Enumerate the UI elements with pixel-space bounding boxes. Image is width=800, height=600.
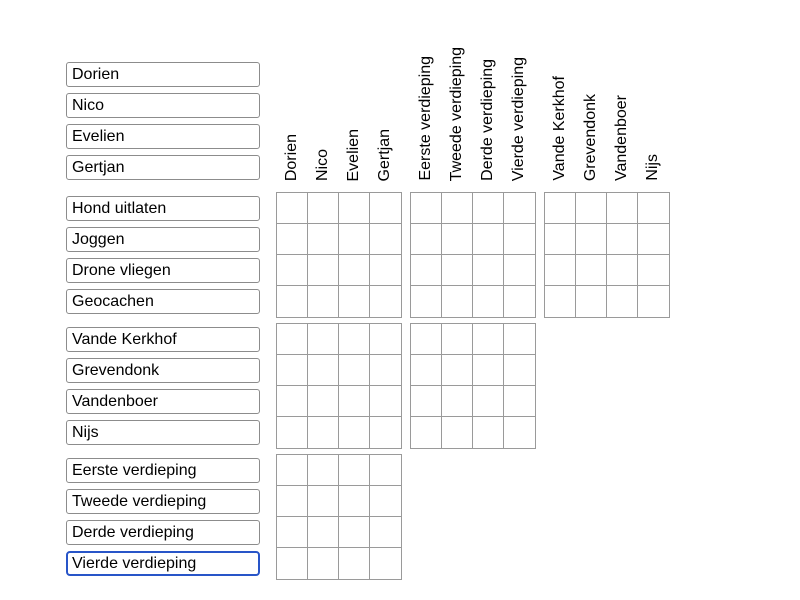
grid-cell[interactable] <box>339 517 370 548</box>
grid-cell[interactable] <box>370 548 401 579</box>
grid-cell[interactable] <box>442 386 473 417</box>
col-header-dorien <box>277 6 308 181</box>
col-header-nico <box>308 6 339 181</box>
label-box-derde-verdieping[interactable] <box>66 520 260 545</box>
grid-cell[interactable] <box>308 355 339 386</box>
grid-cell[interactable] <box>308 517 339 548</box>
grid-cell[interactable] <box>308 417 339 448</box>
grid-cell[interactable] <box>339 548 370 579</box>
col-header-label: Dorien <box>283 133 301 181</box>
grid-cell[interactable] <box>473 386 504 417</box>
grid-cell[interactable] <box>277 255 308 286</box>
grid-cell[interactable] <box>308 455 339 486</box>
col-header-label: Vandenboer <box>613 95 631 181</box>
col-header-vierde-verdieping <box>504 6 535 181</box>
grid-cell[interactable] <box>545 193 576 224</box>
grid-cell[interactable] <box>442 224 473 255</box>
grid-cell[interactable] <box>473 193 504 224</box>
grid-cell[interactable] <box>504 193 535 224</box>
grid-cell[interactable] <box>607 193 638 224</box>
label-box-vierde-verdieping[interactable] <box>66 551 260 576</box>
grid-cell[interactable] <box>339 417 370 448</box>
label-box-tweede-verdieping[interactable] <box>66 489 260 514</box>
grid-cell[interactable] <box>504 224 535 255</box>
grid-cell[interactable] <box>277 193 308 224</box>
col-header-vande-kerkhof <box>545 6 576 181</box>
col-header-vandenboer <box>607 6 638 181</box>
col-header-derde-verdieping <box>473 6 504 181</box>
grid-cell[interactable] <box>473 286 504 317</box>
col-header-gertjan <box>370 6 401 181</box>
col-header-label: Tweede verdieping <box>448 46 466 181</box>
col-header-label: Vande Kerkhof <box>551 76 569 181</box>
label-box-vande-kerkhof[interactable] <box>66 327 260 352</box>
grid-cell[interactable] <box>442 324 473 355</box>
grid-cell[interactable] <box>607 255 638 286</box>
grid-cell[interactable] <box>277 386 308 417</box>
grid-cell[interactable] <box>576 255 607 286</box>
col-header-label: Gertjan <box>376 128 394 181</box>
grid-cell[interactable] <box>411 355 442 386</box>
label-box-hond-uitlaten[interactable] <box>66 196 260 221</box>
col-header-label: Eerste verdieping <box>417 56 435 181</box>
grid-cell[interactable] <box>411 193 442 224</box>
grid-cell[interactable] <box>638 255 669 286</box>
grid-cell[interactable] <box>504 286 535 317</box>
grid-cell[interactable] <box>339 386 370 417</box>
grid-cell[interactable] <box>308 286 339 317</box>
grid-cell[interactable] <box>339 455 370 486</box>
grid-cell[interactable] <box>411 286 442 317</box>
grid-cell[interactable] <box>370 517 401 548</box>
grid-cell[interactable] <box>308 486 339 517</box>
grid-cell[interactable] <box>576 286 607 317</box>
col-header-evelien <box>339 6 370 181</box>
grid-cell[interactable] <box>504 324 535 355</box>
grid-cell[interactable] <box>411 224 442 255</box>
grid-cell[interactable] <box>504 417 535 448</box>
col-header-label: Nijs <box>644 154 662 181</box>
grid-cell[interactable] <box>277 324 308 355</box>
grid-cell[interactable] <box>339 193 370 224</box>
grid-activities-by-floors <box>410 192 536 318</box>
col-header-label: Nico <box>314 148 332 181</box>
grid-activities-by-surnames <box>544 192 670 318</box>
label-box-grevendonk[interactable] <box>66 358 260 383</box>
grid-cell[interactable] <box>607 286 638 317</box>
grid-cell[interactable] <box>442 417 473 448</box>
grid-cell[interactable] <box>370 355 401 386</box>
label-box-gertjan[interactable] <box>66 155 260 180</box>
grid-cell[interactable] <box>473 255 504 286</box>
grid-cell[interactable] <box>308 224 339 255</box>
grid-cell[interactable] <box>370 324 401 355</box>
label-box-vandenboer[interactable] <box>66 389 260 414</box>
grid-cell[interactable] <box>370 417 401 448</box>
grid-cell[interactable] <box>473 355 504 386</box>
label-box-nijs[interactable] <box>66 420 260 445</box>
col-header-tweede-verdieping <box>442 6 473 181</box>
grid-cell[interactable] <box>308 548 339 579</box>
grid-cell[interactable] <box>545 224 576 255</box>
grid-cell[interactable] <box>339 224 370 255</box>
grid-cell[interactable] <box>607 224 638 255</box>
label-box-nico[interactable] <box>66 93 260 118</box>
grid-cell[interactable] <box>473 417 504 448</box>
grid-cell[interactable] <box>638 193 669 224</box>
grid-cell[interactable] <box>545 286 576 317</box>
grid-cell[interactable] <box>370 224 401 255</box>
col-header-label: Derde verdieping <box>479 59 497 181</box>
grid-cell[interactable] <box>504 355 535 386</box>
grid-cell[interactable] <box>504 386 535 417</box>
grid-cell[interactable] <box>576 193 607 224</box>
grid-cell[interactable] <box>308 324 339 355</box>
grid-cell[interactable] <box>442 355 473 386</box>
grid-cell[interactable] <box>370 193 401 224</box>
grid-cell[interactable] <box>545 255 576 286</box>
grid-cell[interactable] <box>473 224 504 255</box>
grid-floors-by-names <box>276 454 402 580</box>
col-header-nijs <box>638 6 669 181</box>
grid-cell[interactable] <box>411 386 442 417</box>
grid-cell[interactable] <box>277 486 308 517</box>
grid-cell[interactable] <box>442 193 473 224</box>
grid-activities-by-names <box>276 192 402 318</box>
grid-cell[interactable] <box>277 286 308 317</box>
grid-cell[interactable] <box>370 455 401 486</box>
grid-cell[interactable] <box>308 193 339 224</box>
grid-cell[interactable] <box>638 224 669 255</box>
grid-cell[interactable] <box>339 486 370 517</box>
grid-cell[interactable] <box>308 255 339 286</box>
col-header-label: Evelien <box>345 128 363 181</box>
label-box-eerste-verdieping[interactable] <box>66 458 260 483</box>
grid-cell[interactable] <box>442 255 473 286</box>
grid-cell[interactable] <box>442 286 473 317</box>
grid-cell[interactable] <box>411 324 442 355</box>
grid-cell[interactable] <box>277 224 308 255</box>
grid-cell[interactable] <box>504 255 535 286</box>
label-box-joggen[interactable] <box>66 227 260 252</box>
col-header-grevendonk <box>576 6 607 181</box>
grid-cell[interactable] <box>277 548 308 579</box>
grid-cell[interactable] <box>411 417 442 448</box>
grid-surnames-by-floors <box>410 323 536 449</box>
grid-surnames-by-names <box>276 323 402 449</box>
col-header-eerste-verdieping <box>411 6 442 181</box>
grid-cell[interactable] <box>411 255 442 286</box>
grid-cell[interactable] <box>308 386 339 417</box>
grid-cell[interactable] <box>277 455 308 486</box>
label-box-dorien[interactable] <box>66 62 260 87</box>
grid-cell[interactable] <box>473 324 504 355</box>
grid-cell[interactable] <box>339 355 370 386</box>
grid-cell[interactable] <box>370 386 401 417</box>
grid-cell[interactable] <box>277 355 308 386</box>
label-box-drone-vliegen[interactable] <box>66 258 260 283</box>
grid-cell[interactable] <box>370 486 401 517</box>
grid-cell[interactable] <box>638 286 669 317</box>
grid-cell[interactable] <box>277 417 308 448</box>
col-header-label: Grevendonk <box>582 93 600 181</box>
label-box-geocachen[interactable] <box>66 289 260 314</box>
grid-cell[interactable] <box>339 286 370 317</box>
col-header-label: Vierde verdieping <box>510 56 528 181</box>
grid-cell[interactable] <box>339 255 370 286</box>
grid-cell[interactable] <box>370 255 401 286</box>
label-box-evelien[interactable] <box>66 124 260 149</box>
grid-cell[interactable] <box>339 324 370 355</box>
grid-cell[interactable] <box>370 286 401 317</box>
grid-cell[interactable] <box>576 224 607 255</box>
grid-cell[interactable] <box>277 517 308 548</box>
